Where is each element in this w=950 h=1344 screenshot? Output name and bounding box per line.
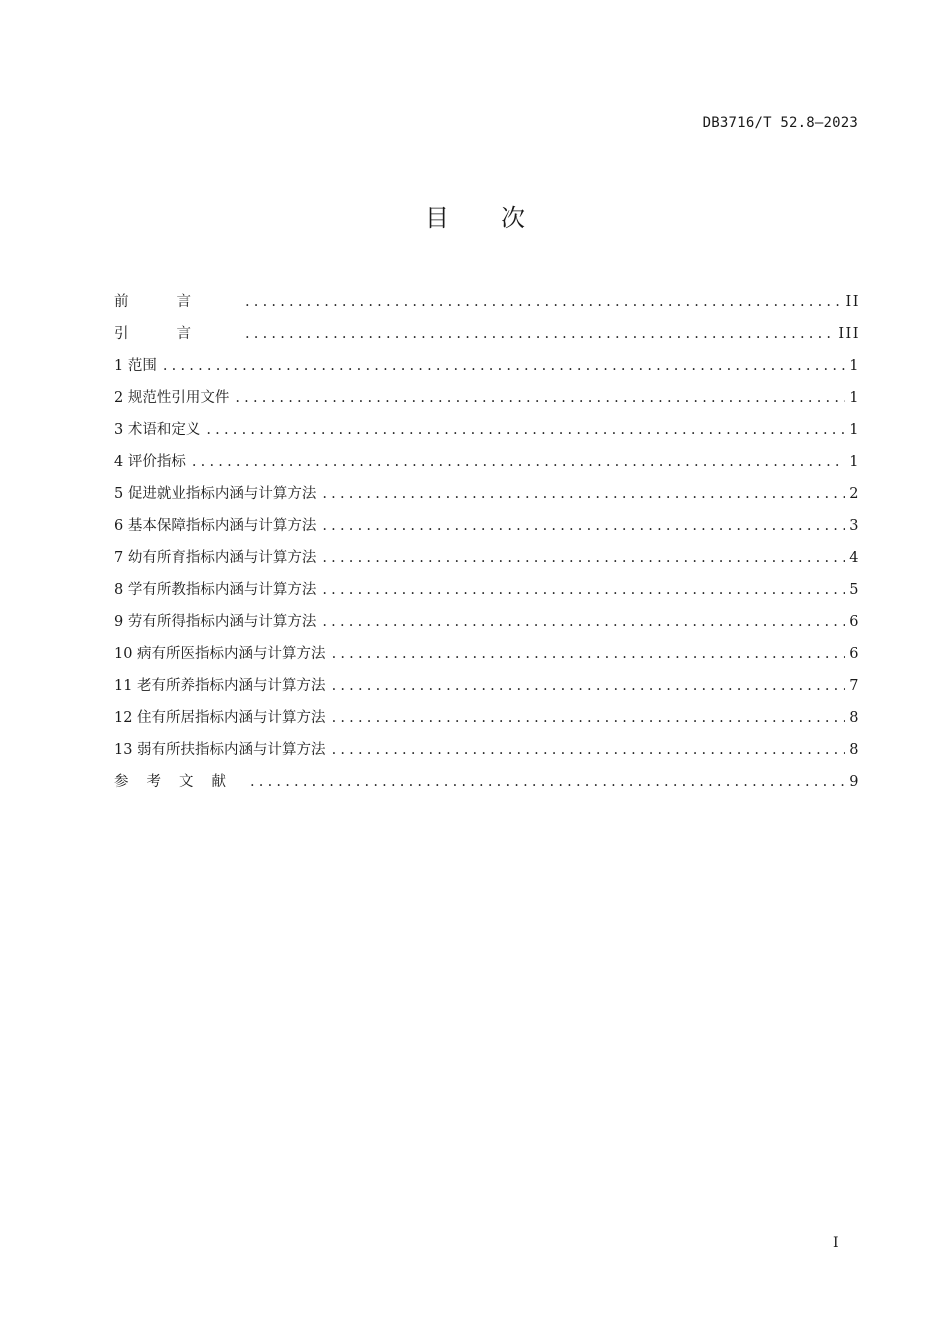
toc-entry-label: 10 病有所医指标内涵与计算方法: [114, 646, 326, 662]
toc-entry-page: 6: [849, 614, 860, 630]
toc-entry-scope[interactable]: [114, 350, 860, 382]
toc-leader-dots: [235, 382, 845, 414]
toc-entry-section-6[interactable]: [114, 510, 860, 542]
toc-entry-page: 9: [849, 774, 860, 790]
toc-leader-dots: [250, 766, 845, 798]
toc-entry-page: 7: [849, 678, 860, 694]
toc-entry-normative-references[interactable]: [114, 382, 860, 414]
toc-leader-dots: [322, 574, 845, 606]
toc-entry-label: 1 范围: [114, 358, 157, 374]
toc-entry-label: 9 劳有所得指标内涵与计算方法: [114, 614, 317, 630]
toc-leader-dots: [163, 350, 845, 382]
toc-entry-page: 1: [849, 422, 860, 438]
toc-entry-label: 参考文献: [114, 774, 244, 790]
toc-leader-dots: [332, 670, 846, 702]
toc-entry-section-7[interactable]: [114, 542, 860, 574]
toc-entry-bibliography[interactable]: [114, 766, 860, 798]
toc-entry-section-8[interactable]: [114, 574, 860, 606]
toc-entry-foreword[interactable]: [114, 286, 860, 318]
toc-leader-dots: [332, 702, 846, 734]
toc-entry-section-10[interactable]: [114, 638, 860, 670]
toc-leader-dots: [322, 606, 845, 638]
toc-entry-label: 引言: [114, 326, 239, 342]
toc-entry-label: 3 术语和定义: [114, 422, 201, 438]
toc-title: 目次: [425, 204, 577, 232]
toc-entry-page: 3: [849, 518, 860, 534]
toc-entry-label: 4 评价指标: [114, 454, 186, 470]
toc-entry-page: III: [838, 326, 860, 342]
toc-entry-label: 前言: [114, 294, 239, 310]
toc-entry-page: 4: [849, 550, 860, 566]
toc-entry-terms[interactable]: [114, 414, 860, 446]
toc-entry-page: 8: [849, 742, 860, 758]
toc-leader-dots: [192, 446, 845, 478]
toc-entry-section-5[interactable]: [114, 478, 860, 510]
toc-entry-page: II: [845, 294, 860, 310]
toc-entry-section-9[interactable]: [114, 606, 860, 638]
toc-entry-section-12[interactable]: [114, 702, 860, 734]
toc-leader-dots: [322, 510, 845, 542]
toc-list: [114, 286, 860, 798]
document-code: DB3716/T 52.8—2023: [702, 115, 858, 131]
toc-entry-label: 13 弱有所扶指标内涵与计算方法: [114, 742, 326, 758]
toc-entry-label: 2 规范性引用文件: [114, 390, 230, 406]
toc-entry-page: 8: [849, 710, 860, 726]
toc-entry-label: 12 住有所居指标内涵与计算方法: [114, 710, 326, 726]
toc-entry-indicators[interactable]: [114, 446, 860, 478]
toc-entry-label: 8 学有所教指标内涵与计算方法: [114, 582, 317, 598]
toc-entry-label: 11 老有所养指标内涵与计算方法: [114, 678, 326, 694]
toc-leader-dots: [322, 542, 845, 574]
toc-entry-section-13[interactable]: [114, 734, 860, 766]
toc-leader-dots: [245, 318, 834, 350]
toc-entry-section-11[interactable]: [114, 670, 860, 702]
toc-leader-dots: [322, 478, 845, 510]
toc-entry-page: 5: [849, 582, 860, 598]
footer-page-number: I: [833, 1235, 839, 1251]
toc-entry-page: 2: [849, 486, 860, 502]
toc-entry-label: 6 基本保障指标内涵与计算方法: [114, 518, 317, 534]
toc-entry-page: 1: [849, 454, 860, 470]
toc-leader-dots: [332, 638, 846, 670]
toc-entry-page: 1: [849, 358, 860, 374]
toc-entry-page: 6: [849, 646, 860, 662]
toc-leader-dots: [332, 734, 846, 766]
toc-entry-page: 1: [849, 390, 860, 406]
toc-entry-label: 5 促进就业指标内涵与计算方法: [114, 486, 317, 502]
toc-leader-dots: [206, 414, 845, 446]
toc-entry-label: 7 幼有所育指标内涵与计算方法: [114, 550, 317, 566]
toc-entry-introduction[interactable]: [114, 318, 860, 350]
toc-leader-dots: [245, 286, 842, 318]
